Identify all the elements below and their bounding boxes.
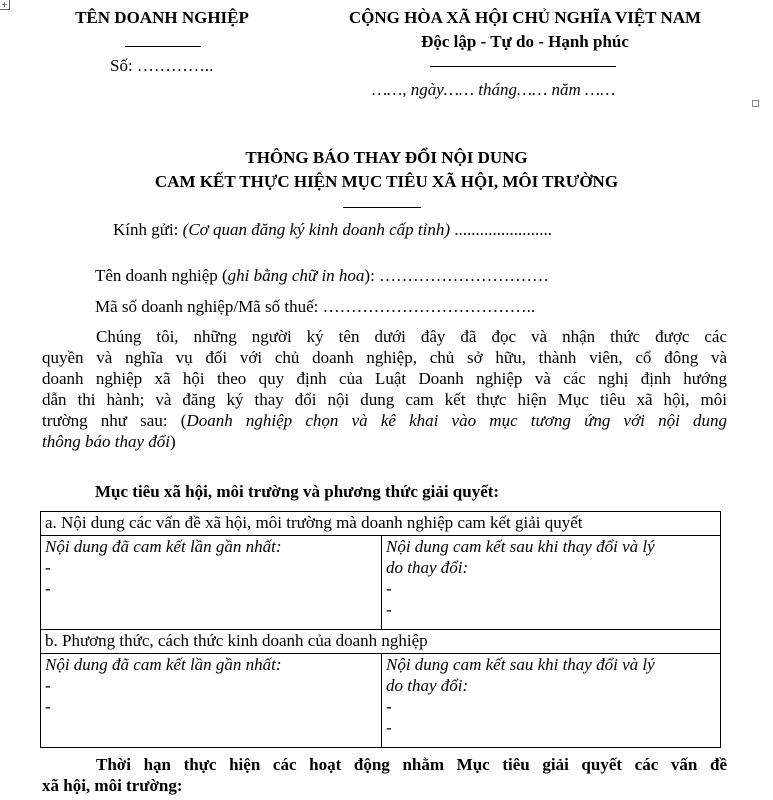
tax-id-field: Mã số doanh nghiệp/Mã số thuế: ……………………………….. xyxy=(95,297,536,316)
declaration-line-6-end: ) xyxy=(169,432,176,451)
table-move-handle-icon[interactable]: + xyxy=(0,0,10,10)
recipient-line xyxy=(113,220,552,240)
declaration-line-6-italic: thông báo thay đổi xyxy=(42,432,170,451)
section-b-new-dash-2: - xyxy=(386,718,392,737)
declaration-line-6 xyxy=(42,431,727,452)
declaration-paragraph xyxy=(42,326,727,452)
section-b-previous-dash-2: - xyxy=(45,697,51,716)
section-a-previous-cell[interactable] xyxy=(41,536,382,630)
section-b-previous-label: Nội dung đã cam kết lần gần nhất: xyxy=(45,655,282,674)
title-line-2: CAM KẾT THỰC HIỆN MỤC TIÊU XÃ HỘI, MÔI TRƯỜNG xyxy=(154,172,619,191)
section-heading: Mục tiêu xã hội, môi trường và phương thức giải quyết: xyxy=(95,482,500,501)
deadline-line-1: Thời hạn thực hiện các hoạt động nhằm Mục tiêu giải quyết các vấn đề xyxy=(96,755,727,774)
date-line: ……, ngày…… tháng…… năm …… xyxy=(372,80,616,99)
country-name: CỘNG HÒA XÃ HỘI CHỦ NGHĨA VIỆT NAM xyxy=(348,8,702,27)
declaration-line-4: dẫn thi hành; và đăng ký thay đổi nội dung cam kết thực hiện Mục tiêu xã hội, môi xyxy=(42,390,727,409)
section-b-new-cell[interactable] xyxy=(382,654,721,748)
company-name: TÊN DOANH NGHIỆP xyxy=(75,8,249,27)
declaration-line-5 xyxy=(42,410,727,431)
section-a-previous-label: Nội dung đã cam kết lần gần nhất: xyxy=(45,537,282,556)
section-a-previous-dash-1: - xyxy=(45,558,51,577)
section-b-new-label-2: do thay đổi: xyxy=(386,676,469,695)
recipient-dots: ....................... xyxy=(450,220,553,239)
section-a-header[interactable]: a. Nội dung các vấn đề xã hội, môi trường mà doanh nghiệp cam kết giải quyết xyxy=(41,512,721,536)
company-name-field-label: Tên doanh nghiệp ( xyxy=(95,266,228,285)
title-line-1: THÔNG BÁO THAY ĐỔI NỘI DUNG xyxy=(245,148,528,167)
company-name-field xyxy=(95,266,549,286)
declaration-line-1: Chúng tôi, những người ký tên dưới đây đã đọc và nhận thức được các xyxy=(96,327,727,346)
section-a-new-dash-1: - xyxy=(386,579,392,598)
section-a-new-dash-2: - xyxy=(386,600,392,619)
section-a-new-label-2: do thay đổi: xyxy=(386,558,469,577)
declaration-line-5-text: trường như sau: ( xyxy=(42,411,187,430)
section-b-previous-dash-1: - xyxy=(45,676,51,695)
declaration-line-5-italic: Doanh nghiệp chọn và kê khai vào mục tương ứng với nội dung xyxy=(186,411,727,430)
recipient-label: Kính gửi: xyxy=(113,220,183,239)
document-number: Số: ………….. xyxy=(110,56,214,75)
section-a-new-label-1: Nội dung cam kết sau khi thay đổi và lý xyxy=(386,537,655,556)
section-a-previous-dash-2: - xyxy=(45,579,51,598)
paragraph-marker-icon xyxy=(752,100,759,107)
recipient-agency: (Cơ quan đăng ký kinh doanh cấp tỉnh) xyxy=(182,220,451,239)
title-underline xyxy=(343,207,421,208)
declaration-line-2: quyền và nghĩa vụ đối với chủ doanh nghiệp, chủ sở hữu, thành viên, cổ đông và xyxy=(42,348,727,367)
section-a-new-cell[interactable] xyxy=(382,536,721,630)
section-b-new-label-1: Nội dung cam kết sau khi thay đổi và lý xyxy=(386,655,655,674)
company-name-field-dots: ): ………………………… xyxy=(364,266,550,285)
company-underline xyxy=(125,46,201,47)
motto-underline xyxy=(430,66,616,67)
national-motto: Độc lập - Tự do - Hạnh phúc xyxy=(421,32,629,51)
deadline-line-2: xã hội, môi trường: xyxy=(42,776,183,795)
company-name-field-hint: ghi bằng chữ in hoa xyxy=(227,266,365,285)
section-b-new-dash-1: - xyxy=(386,697,392,716)
deadline-paragraph xyxy=(42,754,727,796)
declaration-line-3: doanh nghiệp xã hội theo quy định của Luật Doanh nghiệp và các nghị định hướng xyxy=(42,369,727,388)
section-b-header[interactable]: b. Phương thức, cách thức kinh doanh của doanh nghiệp xyxy=(41,630,721,654)
section-b-previous-cell[interactable] xyxy=(41,654,382,748)
commitment-table xyxy=(40,511,721,748)
